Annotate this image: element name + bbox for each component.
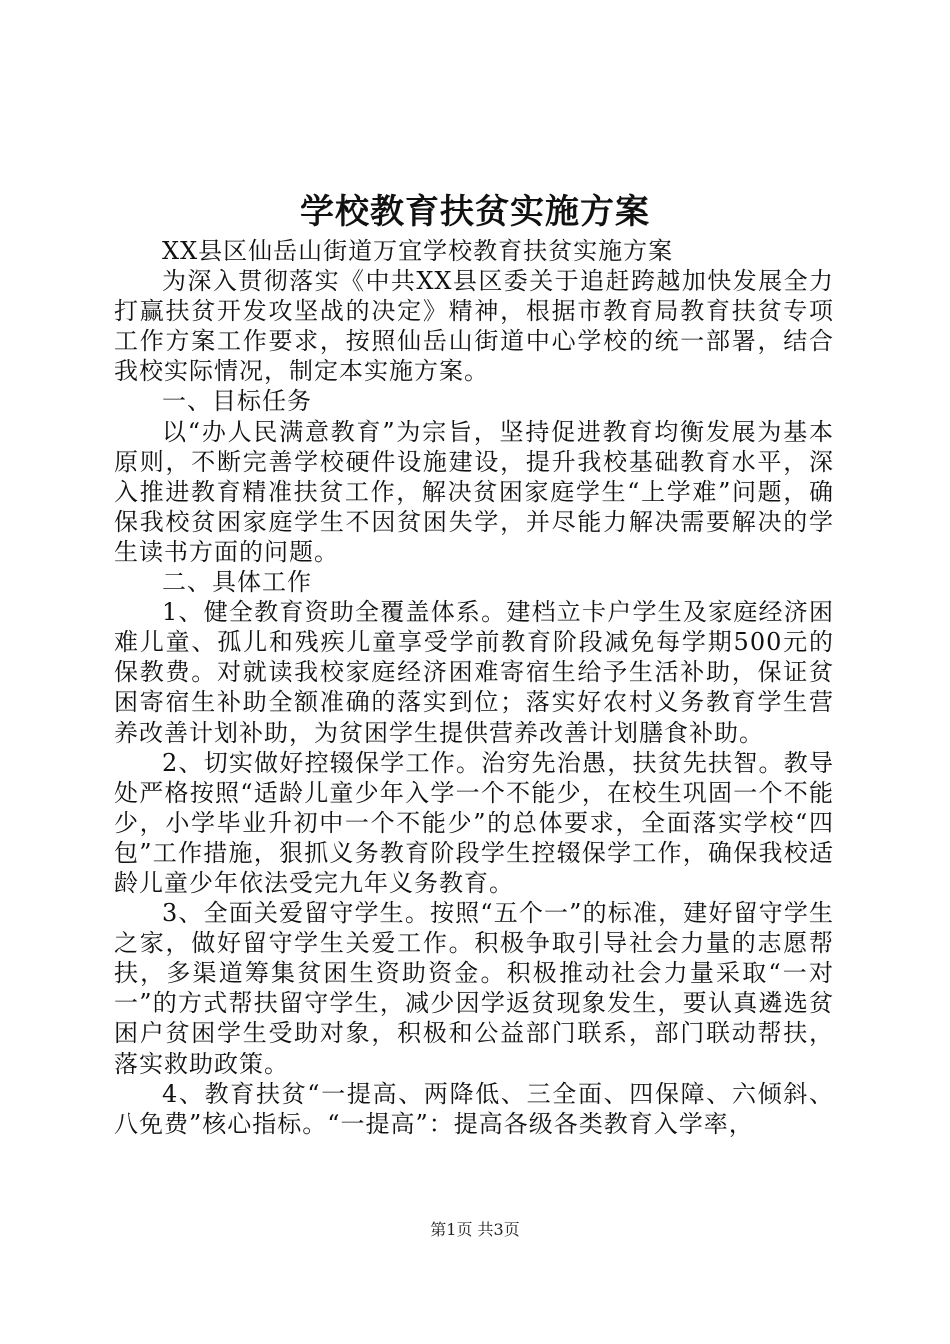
- work-item-2: 2、切实做好控辍保学工作。治穷先治愚，扶贫先扶智。教导处严格按照“适龄儿童少年入学一个不能少，在校生巩固一个不能少，小学毕业升初中一个不能少”的总体要求，全面落实学校“四包”工作措施，狠抓义务教育阶段学生控辍保学工作，确保我校适龄儿童少年依法受完九年义务教育。: [114, 748, 834, 897]
- goals-paragraph: 以“办人民满意教育”为宗旨，坚持促进教育均衡发展为基本原则，不断完善学校硬件设施建设，提升我校基础教育水平，深入推进教育精准扶贫工作，解决贫困家庭学生“上学难”问题，确保我校贫困家庭学生不因贫困失学，并尽能力解决需要解决的学生读书方面的问题。: [114, 417, 834, 566]
- section-heading-goals: 一、目标任务: [162, 387, 312, 416]
- work-item-1: 1、健全教育资助全覆盖体系。建档立卡户学生及家庭经济困难儿童、孤儿和残疾儿童享受学前教育阶段减免每学期500元的保教费。对就读我校家庭经济困难寄宿生给予生活补助，保证贫困寄宿生补助全额准确的落实到位；落实好农村义务教育学生营养改善计划补助，为贫困学生提供营养改善计划膳食补助。: [114, 598, 834, 747]
- intro-paragraph: 为深入贯彻落实《中共XX县区委关于追赶跨越加快发展全力打赢扶贫开发攻坚战的决定》精神，根据市教育局教育扶贫专项工作方案工作要求，按照仙岳山街道中心学校的统一部署，结合我校实际情况，制定本实施方案。: [114, 267, 834, 386]
- section-heading-work: 二、具体工作: [162, 568, 312, 597]
- document-body: [114, 236, 834, 1139]
- page-footer: 第1页 共3页: [430, 1220, 520, 1239]
- document-title: 学校教育扶贫实施方案: [300, 192, 650, 232]
- work-item-4: 4、教育扶贫“一提高、两降低、三全面、四保障、六倾斜、八免费”核心指标。“一提高”：提高各级各类教育入学率，: [114, 1079, 834, 1138]
- subtitle-paragraph: XX县区仙岳山街道万宜学校教育扶贫实施方案: [162, 237, 674, 265]
- work-item-3: 3、全面关爱留守学生。按照“五个一”的标准，建好留守学生之家，做好留守学生关爱工作。积极争取引导社会力量的志愿帮扶，多渠道筹集贫困生资助资金。积极推动社会力量采取“一对一”的方式帮扶留守学生，减少因学返贫现象发生，要认真遴选贫困户贫困学生受助对象，积极和公益部门联系，部门联动帮扶，落实救助政策。: [114, 899, 834, 1078]
